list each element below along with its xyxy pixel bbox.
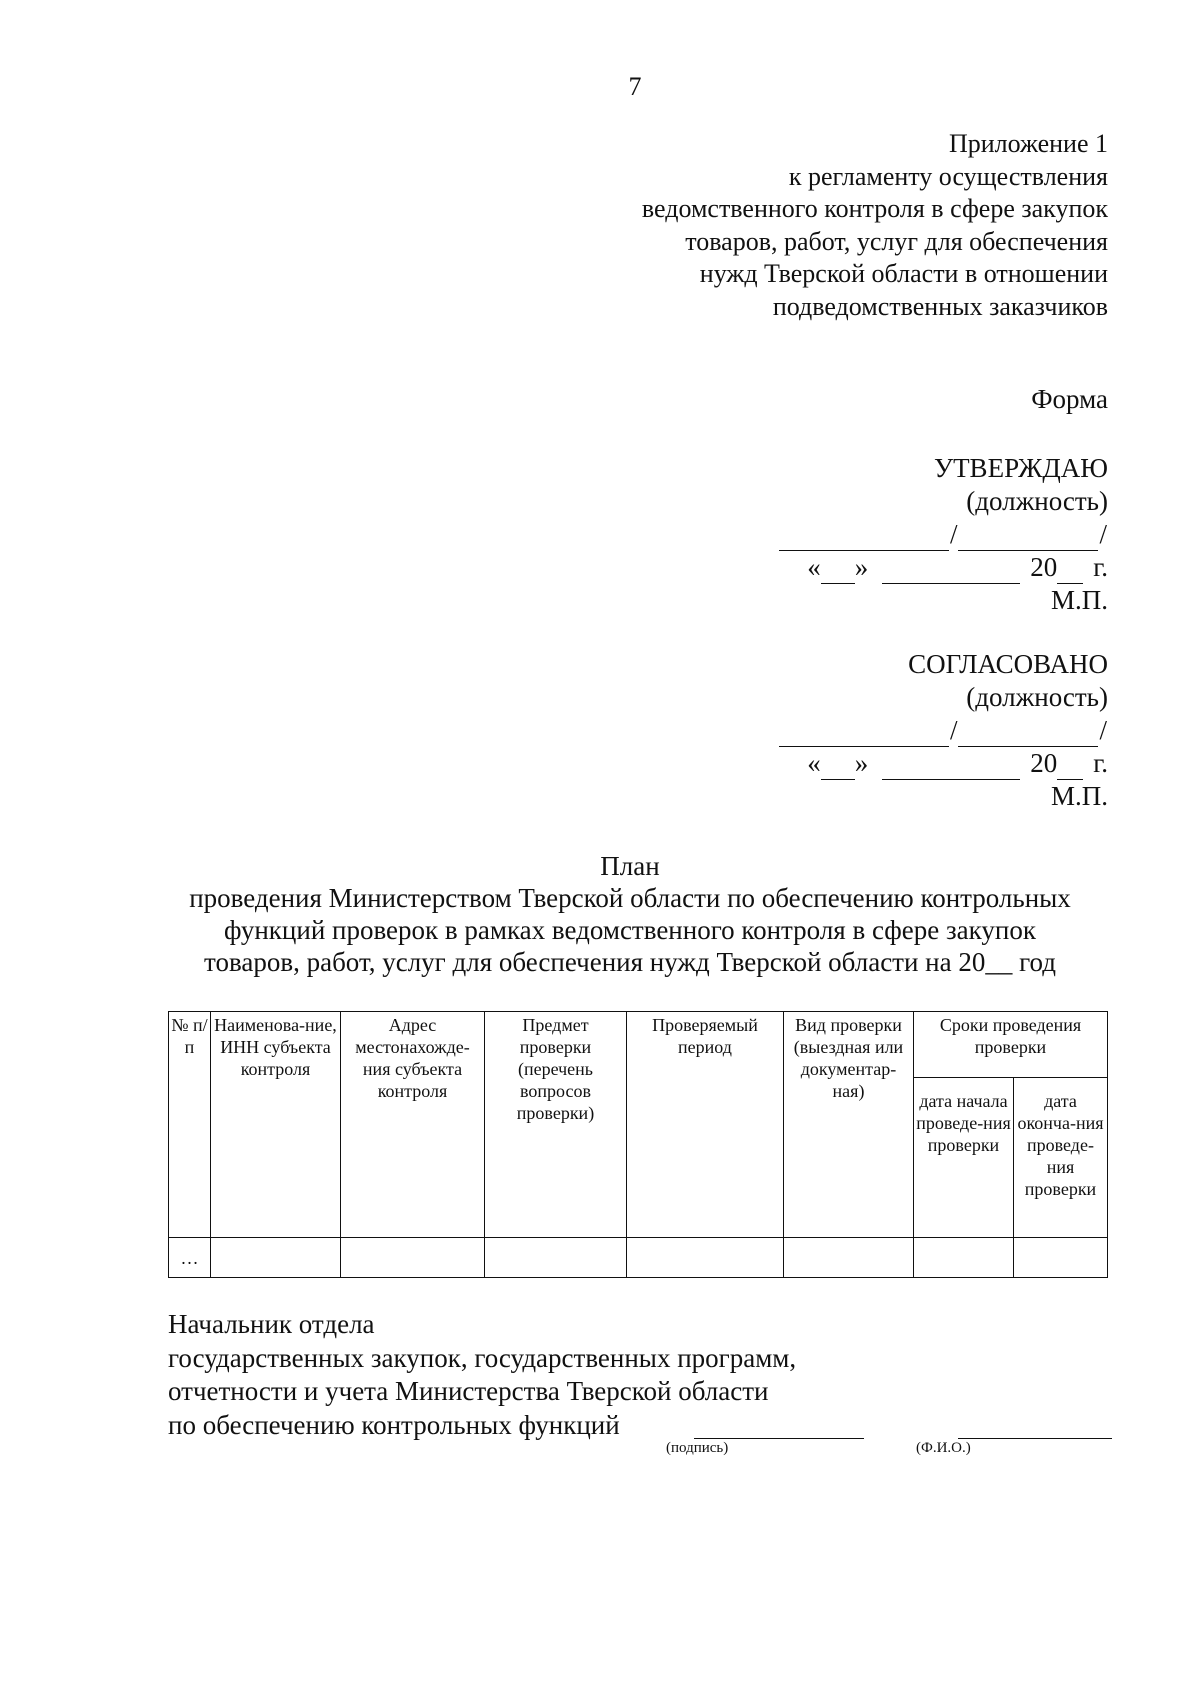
agreed-heading: СОГЛАСОВАНО — [908, 649, 1108, 679]
slash: / — [949, 715, 958, 745]
appendix-header — [642, 128, 1108, 323]
agreed-date-line — [779, 747, 1108, 780]
month-blank — [882, 753, 1020, 780]
table-row — [169, 1238, 1108, 1278]
header-subject: Предмет проверки (перечень вопросов проверки) — [485, 1012, 627, 1238]
agreed-signature-line — [779, 714, 1108, 747]
plan-title — [150, 850, 1110, 978]
appendix-line: товаров, работ, услуг для обеспечения — [685, 226, 1108, 256]
fio-blank — [958, 1410, 1112, 1439]
header-name: Наименова-ние, ИНН субъекта контроля — [211, 1012, 341, 1238]
approve-signature-line — [779, 518, 1108, 551]
header-start-date: дата начала проведе-ния проверки — [914, 1078, 1014, 1238]
appendix-line: Приложение 1 — [948, 129, 1108, 158]
signature-blank — [779, 524, 949, 551]
header-num: № п/п — [169, 1012, 211, 1238]
header-address: Адрес местонахожде-ния субъекта контроля — [341, 1012, 485, 1238]
agreed-position: (должность) — [966, 682, 1108, 712]
quote-open: « — [807, 552, 821, 582]
approve-position: (должность) — [966, 486, 1108, 516]
row-placeholder: … — [169, 1238, 211, 1278]
day-blank — [821, 753, 855, 780]
day-blank — [821, 557, 855, 584]
year-prefix: 20 — [1030, 552, 1058, 582]
quote-open: « — [807, 748, 821, 778]
year-prefix: 20 — [1030, 748, 1058, 778]
agreed-block — [779, 648, 1108, 813]
table-cell — [1014, 1238, 1108, 1278]
year-suffix: г. — [1093, 552, 1108, 582]
header-type: Вид проверки (выездная или документар-ная) — [784, 1012, 914, 1238]
slash: / — [1099, 715, 1107, 745]
table-cell — [914, 1238, 1014, 1278]
plan-title-line: План — [600, 851, 660, 881]
appendix-line: ведомственного контроля в сфере закупок — [641, 194, 1108, 223]
table-cell — [211, 1238, 341, 1278]
plan-title-line: функций проверок в рамках ведомственного контроля в сфере закупок — [224, 915, 1036, 945]
header-terms: Сроки проведения проверки — [914, 1012, 1108, 1078]
table-cell — [485, 1238, 627, 1278]
appendix-line: подведомственных заказчиков — [772, 291, 1108, 321]
plan-title-line: проведения Министерством Тверской области по обеспечению контрольных — [189, 883, 1071, 913]
month-blank — [882, 557, 1020, 584]
signer-line: по обеспечению контрольных функций — [168, 1409, 620, 1440]
slash: / — [1099, 519, 1107, 549]
plan-title-line: товаров, работ, услуг для обеспечения нужд Тверской области на 20__ год — [204, 947, 1056, 977]
signer-line: Начальник отдела — [168, 1309, 375, 1339]
signer-line: государственных закупок, государственных программ, — [168, 1342, 797, 1373]
header-period: Проверяемый период — [627, 1012, 784, 1238]
name-blank — [958, 524, 1098, 551]
name-blank — [958, 720, 1098, 747]
approve-seal: М.П. — [1050, 585, 1108, 615]
agreed-seal: М.П. — [1050, 781, 1108, 811]
year-blank — [1057, 753, 1083, 780]
approve-heading: УТВЕРЖДАЮ — [933, 453, 1108, 483]
quote-close: » — [854, 748, 869, 778]
appendix-line: нужд Тверской области в отношении — [699, 259, 1108, 288]
table-cell — [627, 1238, 784, 1278]
signer-line: отчетности и учета Министерства Тверской области — [168, 1376, 769, 1406]
form-label: Форма — [1031, 384, 1108, 414]
year-suffix: г. — [1093, 748, 1108, 778]
slash: / — [949, 519, 958, 549]
signature-caption: (подпись) — [666, 1440, 729, 1456]
header-end-date: дата оконча-ния проведе-ния проверки — [1014, 1078, 1108, 1238]
fio-caption: (Ф.И.О.) — [916, 1440, 971, 1456]
year-blank — [1057, 557, 1083, 584]
quote-close: » — [854, 552, 869, 582]
approve-block — [779, 452, 1108, 617]
signature-blank — [694, 1410, 864, 1439]
signature-blank — [779, 720, 949, 747]
approve-date-line — [779, 551, 1108, 584]
table-cell — [341, 1238, 485, 1278]
page-number: 7 — [628, 72, 642, 101]
table-cell — [784, 1238, 914, 1278]
plan-table — [168, 1011, 1108, 1278]
appendix-line: к регламенту осуществления — [788, 161, 1108, 191]
